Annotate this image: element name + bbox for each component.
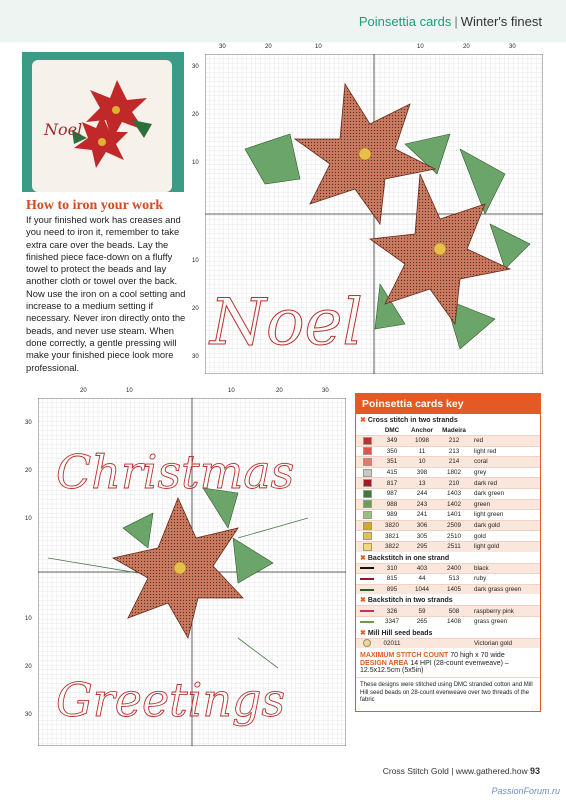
tick-top-1: 30 xyxy=(219,44,226,50)
key-row xyxy=(356,616,540,627)
tick-b-left-1: 30 xyxy=(25,420,32,426)
howto-body: If your finished work has creases and you need to iron it, remember to take extra care over the beads. Lay the finished piece face-down on a fluffy towel to protect the beads and lay another cloth or towel over the back. Now use the iron on a cool setting and increase to a medium setting if necessary. Never iron directly onto the beads, and never use steam. When done correctly, a gentle pressing will make your finished piece look more professional. xyxy=(26,214,186,373)
key-note: These designs were stitched using DMC stranded cotton and Mill Hill seed beads on 28-count evenweave over two threads of the fabric xyxy=(356,677,540,711)
col-anchor: Anchor xyxy=(410,426,434,434)
tick-b-top-1: 20 xyxy=(80,388,87,394)
swatch-icon xyxy=(356,500,378,508)
madeira-value: 2511 xyxy=(447,543,461,551)
tick-b-top-2: 10 xyxy=(126,388,133,394)
anchor-value: 1044 xyxy=(414,586,429,594)
card-word: Noel xyxy=(44,120,83,139)
key-column-headers xyxy=(356,425,540,435)
chart-noel xyxy=(192,44,543,374)
tick-b-left-3: 10 xyxy=(25,516,32,522)
finished-card-photo xyxy=(22,52,184,192)
section-back1-label: Backstitch in one strand xyxy=(367,554,450,562)
tick-b-left-6: 30 xyxy=(25,712,32,718)
madeira-value: 210 xyxy=(448,479,460,487)
backstitch-line-icon xyxy=(356,567,378,569)
backstitch-line-icon xyxy=(356,589,378,591)
swatch-icon xyxy=(356,522,378,530)
anchor-value: 295 xyxy=(416,543,428,551)
anchor-value: 10 xyxy=(418,458,426,466)
dmc-value: 326 xyxy=(386,607,398,615)
key-row xyxy=(356,520,540,531)
key-row xyxy=(356,541,540,552)
thread-name: black xyxy=(474,564,489,572)
anchor-value: 11 xyxy=(418,447,426,455)
backstitch-line-icon xyxy=(356,578,378,580)
anchor-value: 398 xyxy=(416,469,428,477)
dmc-value: 989 xyxy=(386,511,398,519)
tick-left-1: 30 xyxy=(192,64,199,70)
thread-name: light green xyxy=(474,511,504,519)
swatch-icon xyxy=(356,479,378,487)
tick-top-3: 10 xyxy=(315,44,322,50)
anchor-value: 59 xyxy=(418,607,426,615)
key-row xyxy=(356,446,540,457)
anchor-value: 265 xyxy=(416,618,428,626)
tick-b-top-4: 20 xyxy=(276,388,283,394)
dmc-value: 349 xyxy=(386,437,398,445)
cross-icon: ✖ xyxy=(360,554,366,562)
madeira-value: 1403 xyxy=(446,490,461,498)
anchor-value: 1098 xyxy=(414,437,429,445)
dmc-value: 817 xyxy=(386,479,398,487)
chart-noel-text: Noel xyxy=(210,286,363,360)
key-row xyxy=(356,435,540,446)
madeira-value: 212 xyxy=(448,437,460,445)
dmc-value: 3347 xyxy=(384,618,399,626)
section-backstitch-two xyxy=(356,594,540,605)
madeira-value: 2400 xyxy=(446,564,461,572)
cross-icon: ✖ xyxy=(360,597,366,605)
chart-christmas-svg xyxy=(38,398,346,746)
key-row xyxy=(356,605,540,616)
thread-name: light red xyxy=(474,447,497,455)
tick-left-5: 20 xyxy=(192,306,199,312)
tick-left-6: 30 xyxy=(192,354,199,360)
poinsettia-illustration xyxy=(32,60,172,192)
key-row xyxy=(356,467,540,478)
swatch-icon xyxy=(356,511,378,519)
section-title: Poinsettia cards xyxy=(358,14,452,29)
key-row xyxy=(356,509,540,520)
key-title: Poinsettia cards key xyxy=(356,394,540,414)
tick-top-2: 20 xyxy=(265,44,272,50)
tick-top-6: 30 xyxy=(509,44,516,50)
dmc-value: 895 xyxy=(386,586,398,594)
madeira-value: 1408 xyxy=(446,618,461,626)
anchor-value: 305 xyxy=(416,532,428,540)
max-value: 70 high x 70 wide xyxy=(450,652,505,660)
section-cross xyxy=(356,414,540,425)
key-row xyxy=(356,488,540,499)
design-label: DESIGN AREA xyxy=(360,660,409,668)
max-label: MAXIMUM STITCH COUNT xyxy=(360,652,449,660)
tick-b-top-3: 10 xyxy=(228,388,235,394)
dmc-value: 815 xyxy=(386,575,398,583)
watermark: PassionForum.ru xyxy=(491,786,560,796)
thread-name: dark grass green xyxy=(474,586,522,594)
thread-name: dark green xyxy=(474,490,505,498)
design-value: 14 HPI (28-count evenweave) – 12.5x12.5cm (5x5in) xyxy=(360,660,509,675)
anchor-value: 44 xyxy=(418,575,426,583)
key-row xyxy=(356,477,540,488)
col-dmc: DMC xyxy=(384,426,400,434)
section-back2-label: Backstitch in two strands xyxy=(367,597,453,605)
tick-b-left-5: 20 xyxy=(25,664,32,670)
madeira-value: 1405 xyxy=(446,586,461,594)
dmc-value: 415 xyxy=(386,469,398,477)
tick-b-left-4: 10 xyxy=(25,616,32,622)
tick-b-top-5: 30 xyxy=(322,388,329,394)
madeira-value: 214 xyxy=(448,458,460,466)
thread-name: dark red xyxy=(474,479,498,487)
page-footer xyxy=(383,766,540,776)
swatch-icon xyxy=(356,437,378,445)
madeira-value: 1802 xyxy=(446,469,461,477)
bead-icon xyxy=(356,639,378,647)
footer-text: Cross Stitch Gold | www.gathered.how xyxy=(382,766,528,776)
cross-icon: ✖ xyxy=(360,417,366,424)
subsection-title: Winter's finest xyxy=(460,14,542,29)
swatch-icon xyxy=(356,469,378,477)
thread-name: raspberry pink xyxy=(474,607,514,615)
running-header xyxy=(359,14,542,29)
madeira-value: 1402 xyxy=(446,500,461,508)
anchor-value: 244 xyxy=(416,490,428,498)
key-row xyxy=(356,499,540,510)
dmc-value: 310 xyxy=(386,564,398,572)
dmc-value: 3822 xyxy=(384,543,399,551)
anchor-value: 243 xyxy=(416,500,428,508)
thread-name: gold xyxy=(474,532,486,540)
cross-icon: ✖ xyxy=(360,629,366,637)
card-image xyxy=(32,60,172,192)
anchor-value: 306 xyxy=(416,522,428,530)
header-separator: | xyxy=(454,14,458,29)
madeira-value: 508 xyxy=(448,607,460,615)
madeira-value: 2510 xyxy=(446,532,461,540)
swatch-icon xyxy=(356,447,378,455)
anchor-value: 241 xyxy=(416,511,428,519)
section-backstitch-one xyxy=(356,552,540,563)
thread-name: dark gold xyxy=(474,522,500,530)
thread-name: Victorian gold xyxy=(474,639,513,647)
key-row xyxy=(356,584,540,595)
section-beads-label: Mill Hill seed beads xyxy=(367,629,433,637)
swatch-icon xyxy=(356,458,378,466)
section-cross-label: Cross stitch in two strands xyxy=(367,417,458,424)
thread-name: ruby xyxy=(474,575,487,583)
tick-left-2: 20 xyxy=(192,112,199,118)
chart-noel-svg xyxy=(205,54,543,374)
swatch-icon xyxy=(356,543,378,551)
key-row xyxy=(356,573,540,584)
bead-code: 02011 xyxy=(383,639,401,647)
thread-name: red xyxy=(474,437,484,445)
section-beads xyxy=(356,627,540,638)
thread-name: coral xyxy=(474,458,488,466)
backstitch-line-icon xyxy=(356,621,378,623)
chart-christmas-text-top: Christmas xyxy=(56,445,295,499)
design-area xyxy=(356,659,540,674)
key-row xyxy=(356,638,540,649)
tick-top-5: 20 xyxy=(463,44,470,50)
swatch-icon xyxy=(356,532,378,540)
dmc-value: 988 xyxy=(386,500,398,508)
dmc-value: 987 xyxy=(386,490,398,498)
tick-top-4: 10 xyxy=(417,44,424,50)
key-row xyxy=(356,456,540,467)
thread-name: light gold xyxy=(474,543,500,551)
key-row xyxy=(356,563,540,574)
howto-title: How to iron your work xyxy=(26,198,164,213)
madeira-value: 2509 xyxy=(446,522,461,530)
swatch-icon xyxy=(356,490,378,498)
dmc-value: 3821 xyxy=(384,532,399,540)
max-stitch-count xyxy=(356,648,540,659)
thread-name: grey xyxy=(474,469,487,477)
thread-name: grass green xyxy=(474,618,508,626)
thread-key xyxy=(355,393,541,712)
madeira-value: 513 xyxy=(448,575,460,583)
thread-name: green xyxy=(474,500,491,508)
madeira-value: 213 xyxy=(448,447,460,455)
anchor-value: 403 xyxy=(416,564,428,572)
page-number: 93 xyxy=(529,766,540,776)
dmc-value: 350 xyxy=(386,447,398,455)
dmc-value: 3820 xyxy=(384,522,399,530)
madeira-value: 1401 xyxy=(446,511,461,519)
tick-left-3: 10 xyxy=(192,160,199,166)
tick-b-left-2: 20 xyxy=(25,468,32,474)
col-madeira: Madeira xyxy=(442,426,466,434)
tick-left-4: 10 xyxy=(192,258,199,264)
key-row xyxy=(356,530,540,541)
dmc-value: 351 xyxy=(386,458,398,466)
chart-christmas-text-bottom: Greetings xyxy=(56,673,286,727)
backstitch-line-icon xyxy=(356,610,378,612)
anchor-value: 13 xyxy=(418,479,426,487)
chart-christmas xyxy=(25,388,346,746)
